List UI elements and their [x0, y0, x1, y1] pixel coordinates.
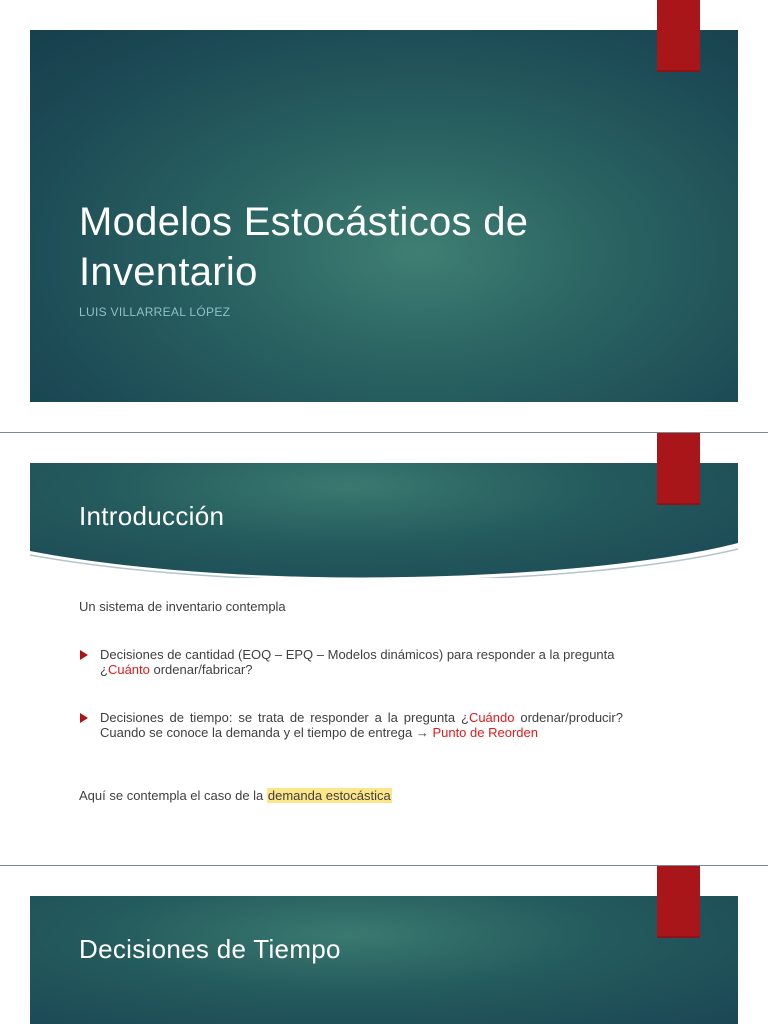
slide-divider — [0, 865, 768, 866]
slide-divider — [0, 432, 768, 433]
bullet-time-decisions: Decisiones de tiempo: se trata de responder a la pregunta ¿Cuándo ordenar/producir? Cuando se conoce la demanda y el tiempo de entrega → Punto de Reorden — [100, 710, 623, 740]
red-bookmark-tab — [657, 433, 700, 505]
slide-title: Decisiones de Tiempo — [79, 934, 341, 964]
red-bookmark-tab — [657, 866, 700, 938]
slide-title: Introducción — [79, 501, 225, 531]
bullet-arrow-icon — [80, 650, 88, 660]
closing-text: Aquí se contempla el caso de la demanda estocástica — [79, 788, 391, 803]
highlighted-term: demanda estocástica — [267, 788, 391, 803]
red-bookmark-tab — [657, 0, 700, 72]
author-name: LUIS VILLARREAL LÓPEZ — [79, 305, 231, 319]
intro-text: Un sistema de inventario contempla — [79, 599, 286, 614]
presentation-title: Modelos Estocásticos de Inventario — [79, 200, 529, 294]
bullet-quantity-decisions: Decisiones de cantidad (EOQ – EPQ – Modelos dinámicos) para responder a la pregunta ¿Cuánto ordenar/fabricar? — [100, 647, 615, 677]
bullet-arrow-icon — [80, 713, 88, 723]
